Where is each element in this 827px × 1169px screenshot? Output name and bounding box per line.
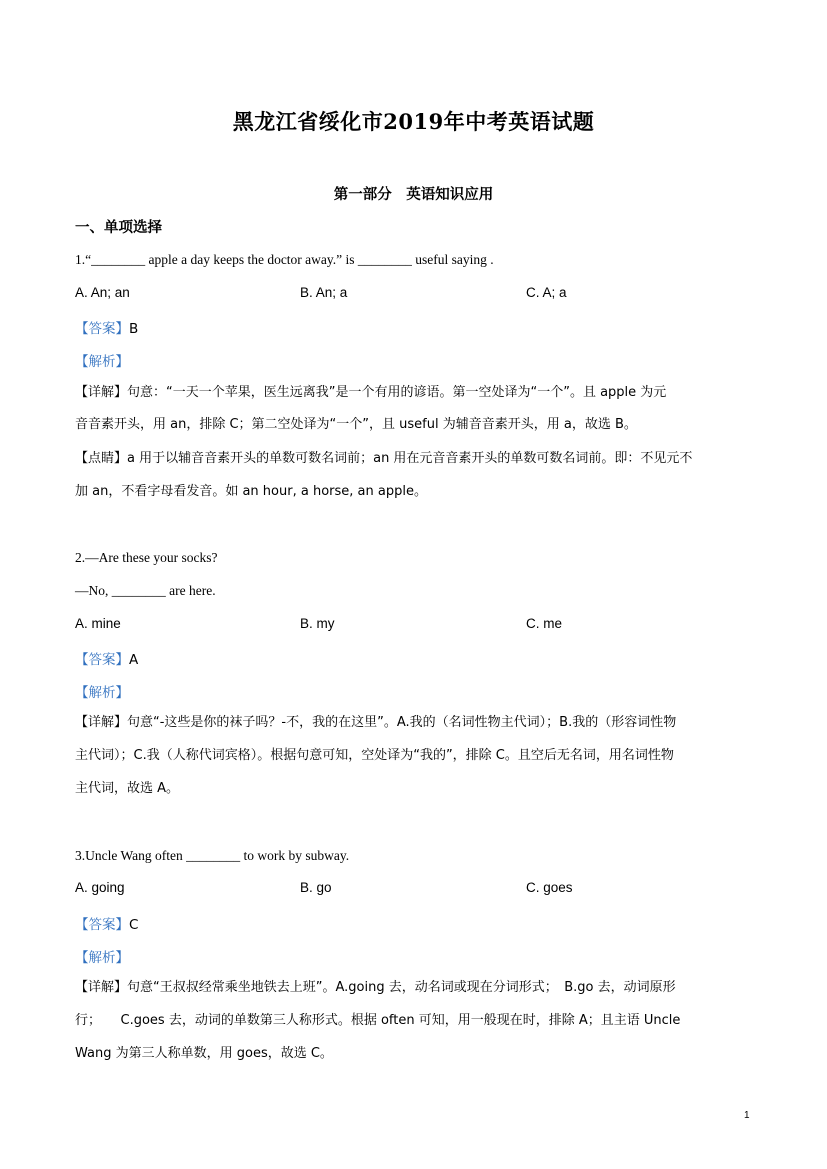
question-2-answer: [75, 648, 138, 668]
answer-value: C: [129, 917, 139, 933]
document-title: 黑龙江省绥化市2019年中考英语试题: [232, 109, 595, 134]
question-1-detail-line: 音音素开头，用 an，排除 C；第二空处译为“一个”，且 useful 为辅音音素开头，用 a，故选 B。: [75, 417, 637, 432]
page-number: 1: [744, 1110, 750, 1121]
question-1-detail-line: 【详解】句意：“一天一个苹果，医生远离我”是一个有用的谚语。第一空处译为“一个”。且 apple 为元: [75, 385, 667, 400]
question-3-stem: 3.Uncle Wang often ________ to work by subway.: [75, 848, 350, 863]
question-2-detail-line: 主代词）；C.我（人称代词宾格）。根据句意可知，空处译为“我的”，排除 C。且空后无名词，用名词性物: [75, 748, 674, 763]
question-2-stem-line: —No, ________ are here.: [75, 583, 216, 598]
question-1-detail-line: 加 an，不看字母看发音。如 an hour, a horse, an apple。: [75, 484, 427, 499]
question-3-detail-line: 行； C.goes 去，动词的单数第三人称形式。根据 often 可知，用一般现在时，排除 A；且主语 Uncle: [75, 1013, 681, 1028]
question-1-option-a: A. An; an: [75, 285, 130, 300]
answer-value: B: [129, 321, 139, 337]
question-3-option-b: B. go: [300, 880, 332, 895]
section-heading: 一、单项选择: [75, 219, 162, 236]
question-3-analysis-tag: 【解析】: [75, 950, 129, 966]
question-2-option-c: C. me: [526, 616, 563, 631]
answer-tag: 【答案】: [75, 917, 129, 933]
question-1-answer: [75, 317, 138, 337]
question-1-stem: 1.“________ apple a day keeps the doctor away.” is ________ useful saying .: [75, 252, 494, 267]
question-2-analysis-tag: 【解析】: [75, 685, 129, 701]
part-heading: 第一部分 英语知识应用: [333, 186, 494, 203]
question-2-detail-line: 【详解】句意“-这些是你的袜子吗？-不，我的在这里”。A.我的（名词性物主代词）；B.我的（形容词性物: [75, 715, 677, 730]
question-2-detail-line: 主代词，故选 A。: [75, 781, 180, 796]
question-2-option-b: B. my: [300, 616, 335, 631]
question-3-option-a: A. going: [75, 880, 125, 895]
question-1-option-b: B. An; a: [300, 285, 348, 300]
question-3-answer: [75, 913, 138, 933]
answer-tag: 【答案】: [75, 321, 129, 337]
question-3-detail-line: Wang 为第三人称单数，用 goes，故选 C。: [75, 1046, 333, 1061]
question-2-stem-line: 2.—Are these your socks?: [75, 550, 218, 565]
question-3-detail-line: 【详解】句意“王叔叔经常乘坐地铁去上班”。A.going 去，动名词或现在分词形式； B.go 去，动词原形: [75, 980, 676, 995]
answer-tag: 【答案】: [75, 652, 129, 668]
question-1-analysis-tag: 【解析】: [75, 354, 129, 370]
question-1-option-c: C. A; a: [526, 285, 567, 300]
answer-value: A: [129, 652, 139, 668]
question-1-detail-line: 【点睛】a 用于以辅音音素开头的单数可数名词前；an 用在元音音素开头的单数可数名词前。即：不见元不: [75, 451, 693, 466]
question-2-option-a: A. mine: [75, 616, 121, 631]
question-3-option-c: C. goes: [526, 880, 573, 895]
